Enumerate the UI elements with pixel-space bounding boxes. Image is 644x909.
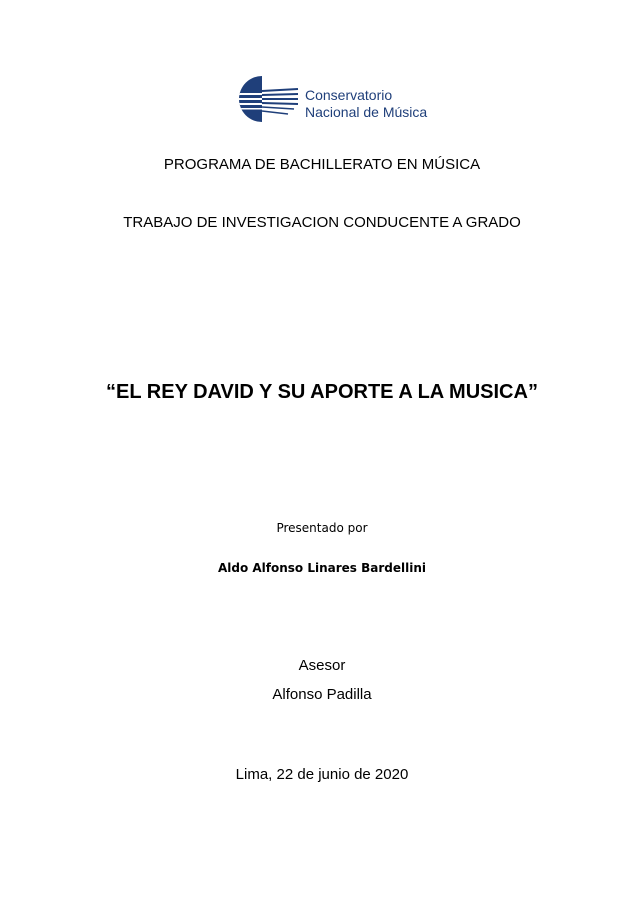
place-date: Lima, 22 de junio de 2020 xyxy=(235,766,409,783)
work-type-heading: TRABAJO DE INVESTIGACION CONDUCENTE A GRADO xyxy=(123,214,521,231)
author-name: Aldo Alfonso Linares Bardellini xyxy=(217,561,427,575)
institution-logo xyxy=(222,74,444,124)
program-heading: PROGRAMA DE BACHILLERATO EN MÚSICA xyxy=(163,156,481,173)
conservatorio-logo-icon xyxy=(222,74,302,124)
logo-wordmark xyxy=(305,87,427,121)
thesis-title: “EL REY DAVID Y SU APORTE A LA MUSICA” xyxy=(106,381,538,403)
logo-line-1: Conservatorio xyxy=(305,87,393,103)
advisor-label: Asesor xyxy=(298,657,346,674)
presented-by-label: Presentado por xyxy=(276,521,368,535)
advisor-name: Alfonso Padilla xyxy=(272,686,372,703)
logo-line-2: Nacional de Música xyxy=(305,104,428,120)
